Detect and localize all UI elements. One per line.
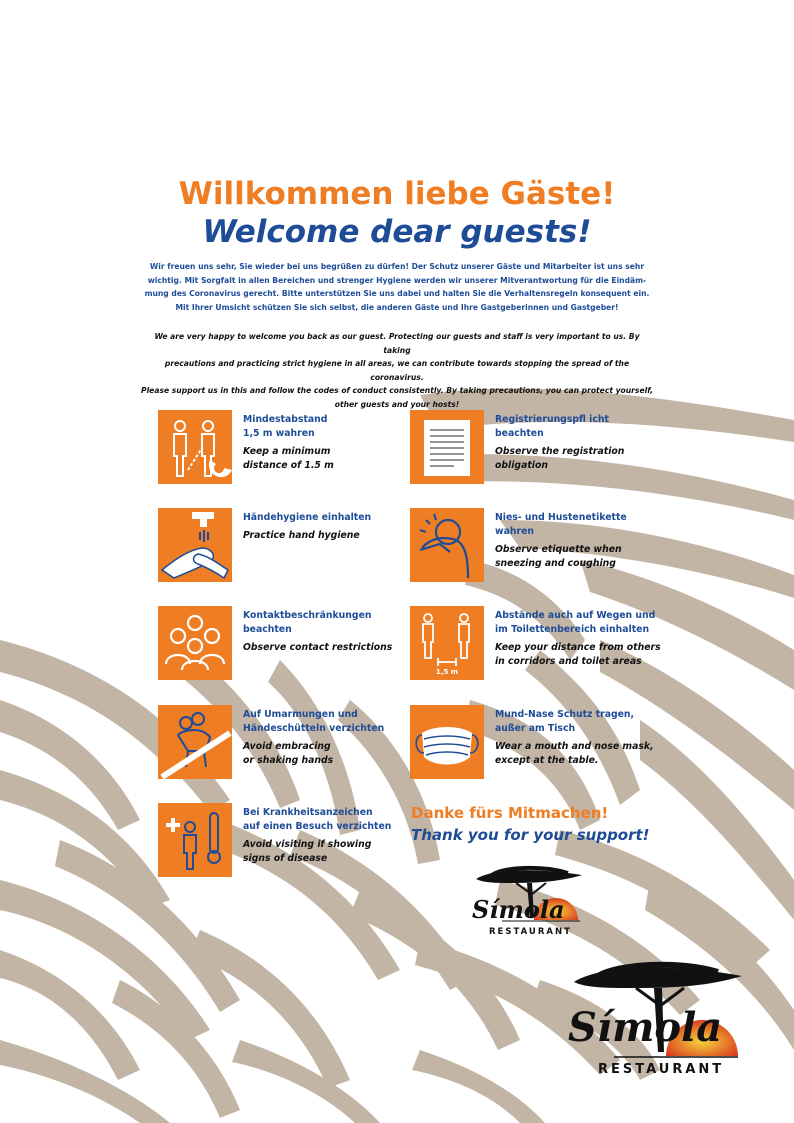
intro-english-line: other guests and your hosts! (334, 399, 460, 409)
rule-title-line: Bei Krankheitsanzeichen (243, 807, 373, 818)
rule-english-line: Practice hand hygiene (243, 530, 360, 541)
rule-title-line: Händehygiene einhalten (243, 512, 372, 523)
rule-english-line: or shaking hands (243, 755, 334, 766)
rule-title-line: außer am Tisch (495, 723, 576, 734)
rule-title-line: auf einen Besuch verzichten (243, 821, 392, 832)
intro-english-line: We are very happy to welcome you back as our guest. Protecting our guests and staff is very important to us. By taking (154, 332, 640, 355)
rule-title-line: Mund-Nase Schutz tragen, (495, 709, 635, 720)
rule-hand-hygiene (158, 508, 398, 582)
mask-icon (410, 705, 484, 779)
thanks-english: Thank you for your support! (411, 826, 650, 844)
intro-english-line: precautions and practicing strict hygiene in all areas, we can contribute towards stopping the spread of the coronavirus. (164, 359, 630, 382)
simola-logo-large (568, 960, 746, 1082)
logo-wordmark-small: Símola (472, 895, 565, 924)
title-english: Welcome dear guests! (202, 214, 592, 250)
rule-english-line: Keep your distance from others (495, 642, 661, 653)
intro-english (140, 330, 654, 411)
rule-contact-restriction (158, 606, 398, 680)
rule-english-line: Avoid embracing (243, 741, 331, 752)
logo-wordmark-large: Símola (568, 1004, 723, 1051)
rule-title-line: Abstände auch auf Wegen und (495, 610, 656, 621)
rule-english-line: Observe etiquette when (495, 544, 622, 555)
thanks-german: Danke fürs Mitmachen! (411, 804, 609, 822)
intro-english-line: Please support us in this and follow the codes of conduct consistently. By taking precautions, you can protect yourself, (141, 386, 653, 395)
rule-title-line: Nies- und Hustenetikette (495, 512, 627, 523)
intro-german-line: wichtig. Mit Sorgfalt in allen Bereichen und strenger Hygiene werden wir unserer Mitverantwortung für die Eindäm- (147, 275, 647, 285)
no-hugging-icon (158, 705, 232, 779)
rule-english-line: Observe the registration (495, 446, 625, 457)
rule-english-line: Avoid visiting if showing (243, 839, 372, 850)
rule-mask (410, 705, 654, 779)
logo-subtitle-small: RESTAURANT (489, 927, 572, 937)
distance-icon (158, 410, 232, 484)
corridor-distance-label: 1,5 m (435, 668, 459, 676)
rule-title-line: Auf Umarmungen und (243, 709, 358, 720)
intro-german-line: mung des Coronavirus gerecht. Bitte unterstützen Sie uns dabei und halten Sie die Verhaltensregeln konsequent ein. (144, 289, 650, 298)
rule-english-line: Keep a minimum (243, 446, 331, 457)
rule-title-line: beachten (495, 428, 544, 439)
title-german: Willkommen liebe Gäste! (178, 176, 616, 212)
intro-german (140, 260, 654, 314)
contact-restriction-icon (158, 606, 232, 680)
rule-title-line: wahren (495, 526, 534, 537)
rule-title-line: im Toilettenbereich einhalten (495, 624, 650, 635)
logo-subtitle-large: RESTAURANT (598, 1062, 725, 1077)
hand-hygiene-icon (158, 508, 232, 582)
rule-title-line: Registrierungspfl icht (495, 414, 609, 425)
rule-title-line: Kontaktbeschränkungen (243, 610, 372, 621)
rule-distance (158, 410, 398, 484)
rule-title-line: Mindestabstand (243, 414, 328, 425)
rule-english-line: signs of disease (243, 853, 328, 864)
rule-english-line: Wear a mouth and nose mask, (495, 741, 654, 752)
rule-no-hugging (158, 705, 398, 779)
registration-icon (410, 410, 484, 484)
rule-english-line: distance of 1.5 m (243, 460, 334, 471)
rule-english-line: sneezing and coughing (495, 558, 616, 569)
rule-title-line: beachten (243, 624, 292, 635)
rule-title-line: Händeschütteln verzichten (243, 723, 385, 734)
rule-english-line: except at the table. (495, 755, 599, 766)
rule-title-line: 1,5 m wahren (243, 428, 315, 439)
rule-corridor-distance (410, 606, 661, 680)
rule-illness (158, 803, 398, 877)
rule-sneeze (410, 508, 650, 582)
rule-english-line: Observe contact restrictions (243, 642, 393, 653)
rule-registration (410, 410, 650, 484)
rule-english-line: in corridors and toilet areas (495, 656, 642, 667)
corridor-distance-icon (410, 606, 484, 680)
simola-logo-small (472, 865, 587, 943)
intro-german-line: Wir freuen uns sehr, Sie wieder bei uns begrüßen zu dürfen! Der Schutz unserer Gäste und Mitarbeiter ist uns sehr (149, 262, 645, 271)
sneeze-icon (410, 508, 484, 582)
rule-english-line: obligation (495, 460, 548, 471)
illness-icon (158, 803, 232, 877)
intro-german-line: Mit Ihrer Umsicht schützen Sie sich selbst, die anderen Gäste und Ihre Gastgeberinnen und Gastgeber! (175, 302, 619, 312)
